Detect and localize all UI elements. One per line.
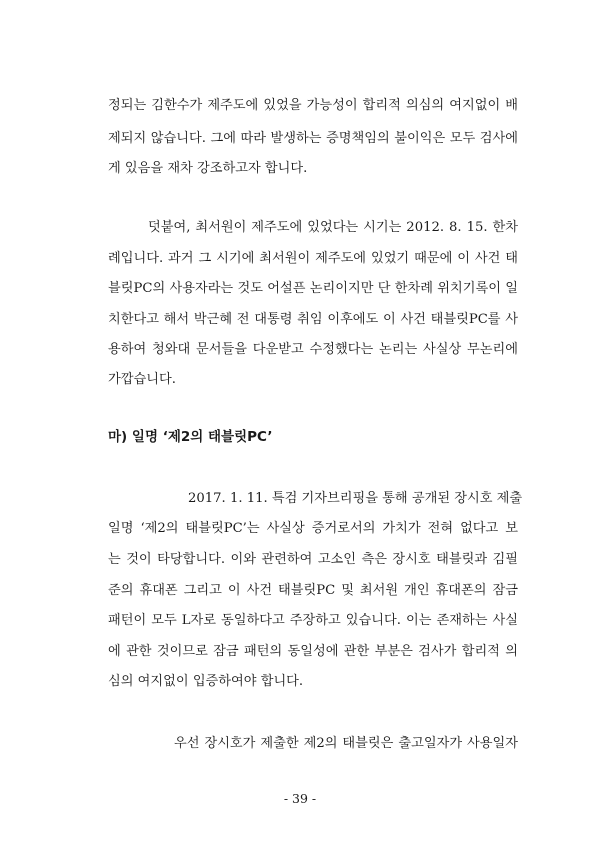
paragraph-line: 준의 휴대폰 그리고 이 사건 태블릿PC 및 최서원 개인 휴대폰의 잠금 — [108, 583, 518, 598]
page-number: - 39 - — [283, 791, 317, 806]
paragraph-line: 가깝습니다. — [108, 372, 176, 387]
paragraph-line: 정되는 김한수가 제주도에 있었을 가능성이 합리적 의심의 여지없이 배 — [108, 98, 518, 113]
paragraph-line: 심의 여지없이 입증하여야 합니다. — [108, 674, 304, 689]
paragraph-line: 덧붙여, 최서원이 제주도에 있었다는 시기는 2012. 8. 15. 한차 — [148, 220, 518, 235]
paragraph-line: 용하여 청와대 문서들을 다운받고 수정했다는 논리는 사실상 무논리에 — [108, 342, 518, 357]
paragraph-line: 우선 장시호가 제출한 제2의 태블릿은 출고일자가 사용일자 — [174, 736, 518, 751]
paragraph-line: 2017. 1. 11. 특검 기자브리핑을 통해 공개된 장시호 제출 — [188, 491, 523, 506]
paragraph-line: 에 관한 것이므로 잠금 패턴의 동일성에 관한 부분은 검사가 합리적 의 — [108, 644, 518, 659]
paragraph-line: 는 것이 타당합니다. 이와 관련하여 고소인 측은 장시호 태블릿과 김필 — [108, 552, 518, 567]
paragraph-line: 제되지 않습니다. 그에 따라 발생하는 증명책임의 불이익은 모두 검사에 — [108, 131, 518, 146]
paragraph-line: 게 있음을 재차 강조하고자 합니다. — [108, 161, 308, 176]
paragraph-line: 례입니다. 과거 그 시기에 최서원이 제주도에 있었기 때문에 이 사건 태 — [108, 251, 518, 266]
paragraph-line: 치한다고 해서 박근혜 전 대통령 취임 이후에도 이 사건 태블릿PC를 사 — [108, 312, 518, 327]
paragraph-line: 패턴이 모두 L자로 동일하다고 주장하고 있습니다. 이는 존재하는 사실 — [108, 613, 518, 628]
paragraph-line: 블릿PC의 사용자라는 것도 어설픈 논리이지만 단 한차례 위치기록이 일 — [108, 281, 518, 296]
paragraph-line: 일명 ‘제2의 태블릿PC’는 사실상 증거로서의 가치가 전혀 없다고 보 — [108, 521, 518, 536]
section-heading: 마) 일명 ‘제2의 태블릿PC’ — [108, 429, 273, 445]
